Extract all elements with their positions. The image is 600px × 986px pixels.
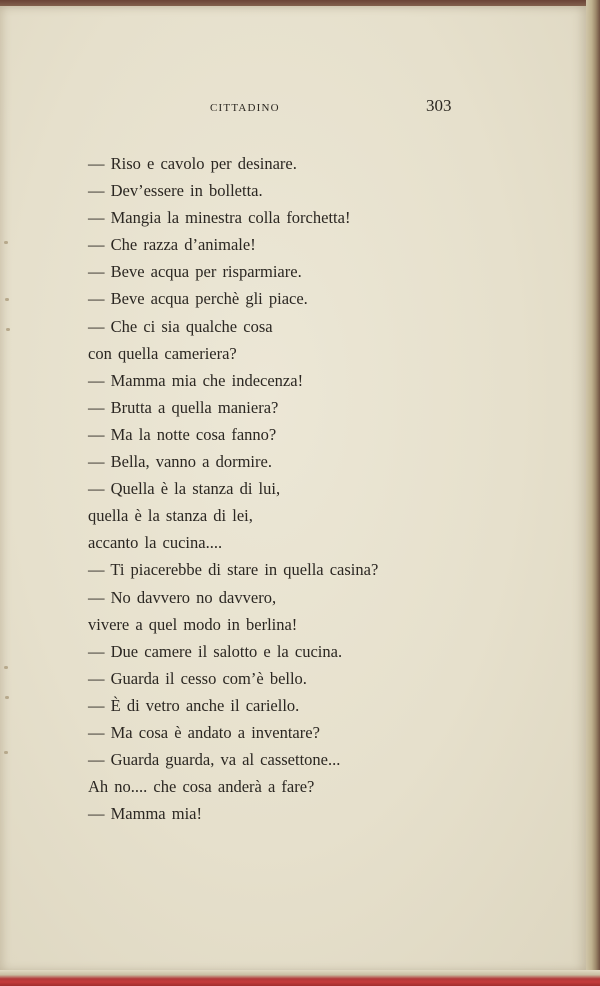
verse-line: — Bella, vanno a dormire. [88,452,272,472]
verse-line: — Che ci sia qualche cosa [88,316,273,336]
verse-line: — Guarda il cesso com’è bello. [88,668,307,688]
page-number: 303 [426,96,452,115]
verse-line: — Che razza d’animale! [88,235,256,255]
verse-line: — Beve acqua perchè gli piace. [88,289,308,309]
verse-line: — Brutta a quella maniera? [88,397,279,417]
margin-speck [5,696,9,699]
verse-block [88,150,568,827]
verse-line: — No davvero no davvero, [88,587,277,607]
verse-line: Ah no.... che cosa anderà a fare? [88,777,315,797]
verse-line: con quella cameriera? [88,343,237,363]
verse-line: — È di vetro anche il cariello. [88,695,300,715]
verse-line: accanto la cucina.... [88,533,223,553]
verse-line: — Ti piacerebbe di stare in quella casina? [88,560,379,580]
verse-line: quella è la stanza di lei, [88,506,253,526]
margin-speck [4,666,8,669]
verse-line: vivere a quel modo in berlina! [88,614,298,634]
verse-line: — Guarda guarda, va al cassettone... [88,750,341,770]
verse-line: — Ma cosa è andato a inventare? [88,722,320,742]
verse-line: — Due camere il salotto e la cucina. [88,641,343,661]
red-cover-edge [0,970,600,986]
margin-speck [4,241,8,244]
margin-speck [5,298,9,301]
page-stack-edge [586,0,600,986]
verse-line: — Ma la notte cosa fanno? [88,424,277,444]
verse-line: — Beve acqua per risparmiare. [88,262,302,282]
verse-line: — Mangia la minestra colla forchetta! [88,208,351,228]
verse-line: — Quella è la stanza di lui, [88,479,281,499]
verse-line: — Mamma mia! [88,804,202,824]
verse-line: — Riso e cavolo per desinare. [88,154,297,173]
verse-line: — Dev’essere in bolletta. [88,181,263,201]
margin-speck [4,751,8,754]
margin-speck [6,328,10,331]
verse-line: — Mamma mia che indecenza! [88,370,304,390]
running-title: CITTADINO [210,102,280,114]
